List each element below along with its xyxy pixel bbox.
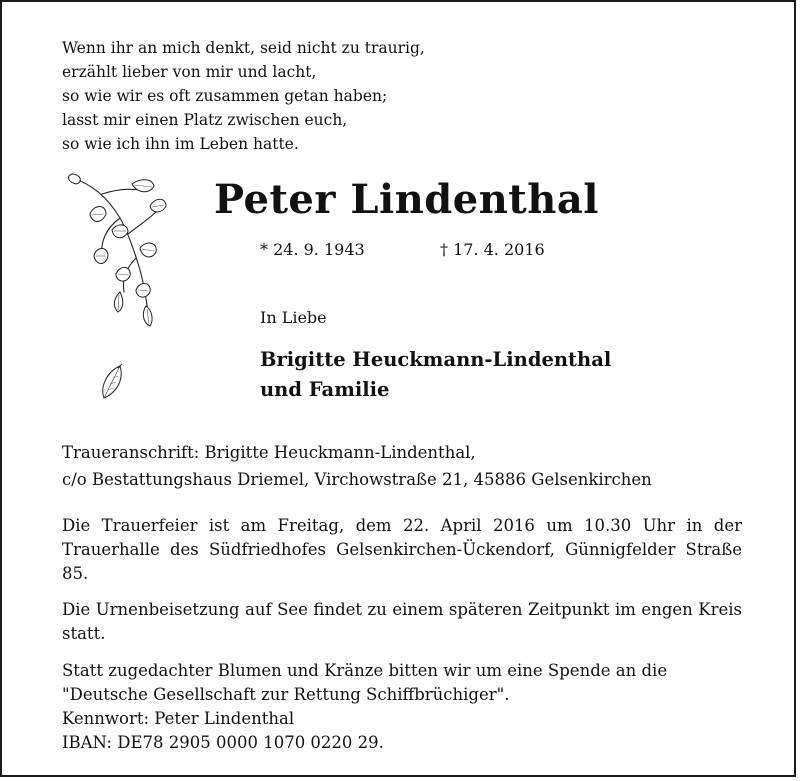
poem-line: erzählt lieber von mir und lacht, (62, 63, 317, 81)
poem-line: so wie ich ihn im Leben hatte. (62, 135, 299, 153)
mourners-intro: In Liebe (260, 308, 327, 327)
donation-notice (62, 659, 742, 755)
donation-keyword: Kennwort: Peter Lindenthal (62, 709, 295, 728)
funeral-notice: Die Trauerfeier ist am Freitag, dem 22. April 2016 um 10.30 Uhr in der Trauerhalle des Südfriedhofes Gelsenkirchen-Ückendorf, Günnigfelder Straße 85. (62, 516, 742, 583)
birth-date: * 24. 9. 1943 (260, 240, 365, 259)
poem-line: so wie wir es oft zusammen getan haben; (62, 87, 388, 105)
address-line: Traueranschrift: Brigitte Heuckmann-Lindenthal, (62, 443, 476, 462)
deceased-name: Peter Lindenthal (214, 176, 599, 223)
urn-notice: Die Urnenbeisetzung auf See findet zu einem späteren Zeitpunkt im engen Kreis statt. (62, 600, 742, 643)
birch-branch-icon (62, 170, 172, 330)
leaf-icon (98, 362, 128, 402)
mourners-line: Brigitte Heuckmann-Lindenthal (260, 348, 612, 371)
mourners-line: und Familie (260, 378, 390, 401)
mourners (260, 345, 611, 405)
poem-line: Wenn ihr an mich denkt, seid nicht zu traurig, (62, 39, 425, 57)
donation-line: "Deutsche Gesellschaft zur Rettung Schiffbrüchiger". (62, 685, 510, 704)
donation-iban: IBAN: DE78 2905 0000 1070 0220 29. (62, 733, 384, 752)
address-line: c/o Bestattungshaus Driemel, Virchowstraße 21, 45886 Gelsenkirchen (62, 470, 652, 489)
poem-line: lasst mir einen Platz zwischen euch, (62, 111, 348, 129)
death-date: † 17. 4. 2016 (440, 240, 545, 259)
poem (62, 36, 425, 156)
donation-line: Statt zugedachter Blumen und Kränze bitten wir um eine Spende an die (62, 661, 668, 680)
mourning-address (62, 439, 652, 493)
